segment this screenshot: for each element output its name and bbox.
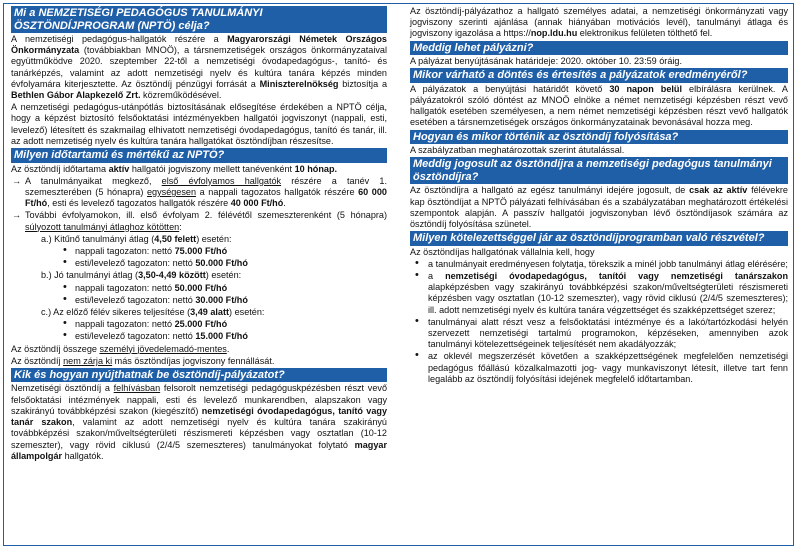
heading-nptö-goal: Mi a NEMZETISÉGI PEDAGÓGUS TANULMÁNYI ÖSZTÖNDÍJPROGRAM (NPTÖ) célja? (11, 6, 387, 33)
grade-a-day (11, 243, 387, 257)
grade-c (11, 307, 387, 318)
list-item-obligation-4 (410, 351, 788, 385)
text-bold: 40 000 Ft/hó (230, 198, 284, 209)
text-underline: egységesen (146, 186, 197, 197)
text-underline: személyi jövedelemadó-mentes (99, 343, 227, 354)
text: esti/levelező tagozaton: nettó (75, 331, 196, 342)
text-bold: 3,50-4,49 között (138, 270, 206, 281)
text: Nemzetiségi ösztöndíj a (11, 383, 114, 394)
grade-b-evening (11, 292, 387, 306)
text-bold: Miniszterelnökség (259, 78, 339, 89)
bullet-icon: • (63, 329, 67, 342)
grade-c-evening (11, 331, 387, 342)
arrow-icon: → (12, 210, 22, 221)
text: nappali tagozaton: nettó (75, 319, 175, 330)
text: részére a tanév 1. szemeszterében (5 hónapra) (25, 175, 387, 197)
text-underline: súlyozott tanulmányi átlaghoz kötötten (25, 221, 180, 232)
bullet-icon: • (63, 256, 67, 269)
bullet-icon: • (63, 292, 67, 305)
grade-b-day (11, 280, 387, 294)
bullet-icon: • (415, 314, 419, 327)
text: : (179, 221, 182, 232)
text: A pályázatok a benyújtási határidőt követő (410, 83, 610, 94)
text-bold: nemzetiségi óvodapedagógus, tanító vagy tanár szakon (11, 405, 387, 428)
heading-entitlement: Meddig jogosult az ösztöndíjra a nemzetiségi pedagógus tanulmányi ösztöndíjra? (410, 157, 788, 184)
paragraph-entitlement (410, 185, 788, 230)
paragraph-obligations-intro: Az ösztöndíjas hallgatónak vállalnia kell, hogy (410, 246, 595, 257)
text: hallgatói jogviszony mellett tanévenként (129, 163, 295, 174)
text-bold: nemzetiségi óvodapedagógus, tanítói vagy nemzetiségi tanárszakon (445, 271, 788, 282)
link-nop[interactable]: nop.ldu.hu (530, 28, 578, 39)
heading-duration: Milyen időtartamú és mértékű az NPTÖ? (11, 148, 387, 163)
text-bold: 50.000 Ft/hó (174, 282, 228, 293)
right-column (410, 6, 788, 386)
paragraph-tax-free (11, 344, 387, 355)
text-bold: 30.000 Ft/hó (195, 294, 248, 305)
text: más ösztöndíjas jogviszony fennállását. (112, 355, 275, 366)
bullet-icon: • (415, 256, 419, 269)
text: a tanulmányait eredményesen folytatja, törekszik a minél jobb tanulmányi átlag elérésére; (428, 258, 788, 269)
paragraph-intro (11, 34, 387, 101)
arrow-item-further-years (11, 210, 387, 232)
text-bold: Bethlen Gábor Alapkezelő Zrt. (11, 90, 141, 101)
paragraph-decision (410, 84, 788, 129)
arrow-icon: → (12, 175, 22, 186)
text: közreműködésével. (140, 90, 222, 101)
text-bold: 60 000 Ft/hó (25, 186, 387, 209)
text-bold: 3,49 alatt (190, 306, 230, 317)
text: felsorolt nemzetiségi pedagóguskpézésben részt vevő felsőoktatási intézmények nappali, esti és levelező munkarendben, alapszakon vagy szakirányú továbbképzési szakon (kiegészítő) (11, 383, 387, 416)
list-item-obligation-3 (410, 314, 788, 351)
text: Az ösztöndíj időtartama (11, 163, 109, 174)
bullet-icon: • (415, 269, 419, 282)
heading-obligations: Milyen kötelezettséggel jár az ösztöndíjprogramban való részvétel? (410, 231, 788, 246)
text: ) esetén: (229, 306, 265, 317)
text: . (283, 198, 286, 209)
text-bold: magyar állampolgár (11, 439, 387, 461)
text-bold: 30 napon belül (609, 83, 682, 94)
heading-deadline: Meddig lehet pályázni? (410, 41, 788, 56)
grade-a-evening (11, 258, 387, 269)
heading-who-can-apply: Kik és hogyan nyújthatnak be ösztöndíj-pályázatot? (11, 368, 387, 383)
paragraph-payment: A szabályzatban meghatározottak szerint átutalással. (410, 145, 625, 156)
text: b.) Jó tanulmányi átlag ( (41, 270, 139, 281)
text-bold: 75.000 Ft/hó (174, 245, 228, 256)
text: c.) Az előző félév sikeres teljesítése ( (41, 306, 191, 317)
bullet-icon: • (415, 349, 419, 362)
heading-decision: Mikor várható a döntés és értesítés a pályázatok eredményéről? (410, 68, 788, 83)
list-item-obligation-2 (410, 271, 788, 316)
text-bold: 50.000 Ft/hó (195, 258, 248, 269)
grade-a (11, 234, 387, 245)
text: ) esetén: (196, 233, 232, 244)
text: , valamint az adott nemzetiségi nyelv és kultúra tanára szakirányú továbbképzési szakon/műveltségterületi részismereti képzésben vagy osztatlan (10-12 szemeszter), vagy rövid ciklusú (2/4/5 szemeszteres) tanulmányokat folytató (11, 417, 387, 450)
text: , esti és levelező tagozatos hallgatók részére (47, 198, 231, 209)
paragraph-deadline: A pályázat benyújtásának határideje: 2020. október 10. 23:59 óráig. (410, 56, 682, 67)
text: nappali tagozaton: nettó (75, 245, 175, 256)
paragraph-duration (11, 164, 387, 175)
text: esti/levelező tagozaton: nettó (75, 258, 196, 269)
text: A nemzetiségi pedagógus-hallgatók részére a (11, 34, 228, 44)
grade-b (11, 270, 387, 281)
text-underline: nem zárja ki (63, 355, 113, 366)
text: elektronikus felületen tölthető fel. (577, 28, 713, 39)
text: a.) Kitűnő tanulmányi átlag ( (41, 233, 155, 244)
paragraph-goal: A nemzetiségi pedagógus-utánpótlás biztosításának elősegítése érdekében a NPTÖ célja, hogy a képzést biztosító felsőoktatási intézményekben hallgatói jogviszonyt (nappali, esti, levelező) létesített és szakmailag elhivatott nemzetiségi óvodapedagógus, tanító és tanár, ill. az adott nemzetiség nyelv és kultúra tanára hallgatókat ösztöndíjban részesítse. (11, 102, 387, 146)
text: az oklevél megszerzését követően a szakképzettségének megfelelően nemzetiségi pedagógus főállású közalkalmazotti jog- vagy munkaviszonyt létesít, illetve tart fenn legalább az ösztöndíj folyósítási idejének megfelelő időtartamban. (428, 351, 788, 384)
text: Az ösztöndíj-pályázathoz a hallgató személyes adatai, a nemzetiségi önkormányzati vagy jogviszony szerinti ajánlása (annak hiányában motivációs levél), tanulmányi átlaga és jogviszony igazolása a https:// (410, 6, 788, 39)
text-underline: első évfolyamos hallgatók (161, 175, 282, 186)
text: alapképzésben vagy szakirányú továbbképzési szakon/műveltségterületi részismereti képzésben vagy osztatlan (10-12 szemeszter), vagy rövid ciklusú (2/4/5 szemeszteres); ill. adott nemzetiségi nyelv és kultúra tanára végzettséget és szakképzettséget szerez; (428, 282, 788, 315)
list-item-obligation-1 (410, 256, 788, 270)
arrow-item-first-year (11, 176, 387, 210)
paragraph-eligibility (11, 383, 387, 461)
text-underline: felhívásban (113, 383, 161, 394)
paragraph-upload (410, 6, 788, 40)
bullet-icon: • (63, 317, 67, 330)
text-bold: aktív (108, 163, 130, 174)
text-bold: 25.000 Ft/hó (174, 319, 228, 330)
text-bold: 4,50 felett (154, 233, 197, 244)
left-column (11, 6, 387, 463)
text: hallgatók. (62, 450, 104, 461)
text: ) esetén: (205, 270, 242, 281)
bullet-icon: • (63, 280, 67, 293)
grade-c-day (11, 319, 387, 330)
text-bold: Magyarországi Németek Országos Önkormányzata (11, 34, 387, 56)
text: tanulmányai alatt részt vesz a felsőoktatási intézménye és a lakó/tartózkodási helyén szervezett nemzetiségi tartalmú programokon, képzéseken, amennyiben azok tanulmányi kötelezettségeinek teljesítését nem akadályozzák; (428, 316, 788, 350)
text: . (226, 343, 230, 354)
text: elbírálásra kerülnek. A pályázatokról szóló döntést az MNOÖ elnöke a német nemzetiségi képzésben részt vevő hallgatók esetében személyesen, a nem német nemzetiségi képzésben részt vevő hallgatók esetében a társnemzetiségek országos önkormányzatainak bevonásával hozza meg. (410, 83, 788, 128)
text: a nappali tagozatos hallgatók részére (196, 186, 359, 197)
text: a (428, 271, 446, 282)
text: esti/levelező tagozaton: nettó (75, 294, 196, 305)
bullet-icon: • (63, 243, 67, 256)
text: A tanulmányaikat megkező, (25, 175, 162, 186)
text: Az ösztöndíjra a hallgató az egész tanulmányi idejére jogosult, de (410, 185, 690, 196)
paragraph-exclusion (11, 356, 387, 367)
text-bold: csak az aktív (689, 185, 748, 196)
text: félévekre kap ösztöndíjat a NPTÖ pályázati felhívásában és a szabályzatában meghatározott értékelési szempontok alapján. A passzív hallgatói jogviszonyban lévő ösztöndíjasok számára az ösztöndíj folyósítása szünetel. (410, 185, 788, 229)
text: Az ösztöndíj összege (11, 343, 100, 354)
text: (továbbiakban MNOÖ), a társnemzetiségek országos önkormányzataival együttműködve 2020. szeptember 22-től a nemzetiségi óvodapedagógus-, tanító- és tanárképzés, valamint az adott nemzetiségi nyelv és kultúra tanára képzés minden évfolyamára kiterjesztette. Az ösztöndíj pénzügyi forrását a (11, 45, 387, 89)
text: nappali tagozaton: nettó (75, 282, 175, 293)
text: Az ösztöndíj (11, 355, 64, 366)
text-bold: 10 hónap. (294, 163, 338, 174)
text: További évfolyamokon, ill. első évfolyam 2. félévétől szemeszterenként (5 hónapra) (25, 210, 387, 221)
heading-payment: Hogyan és mikor történik az ösztöndíj folyósítása? (410, 130, 788, 145)
text-bold: 15.000 Ft/hó (195, 331, 248, 342)
text: biztosítja a (338, 78, 388, 89)
